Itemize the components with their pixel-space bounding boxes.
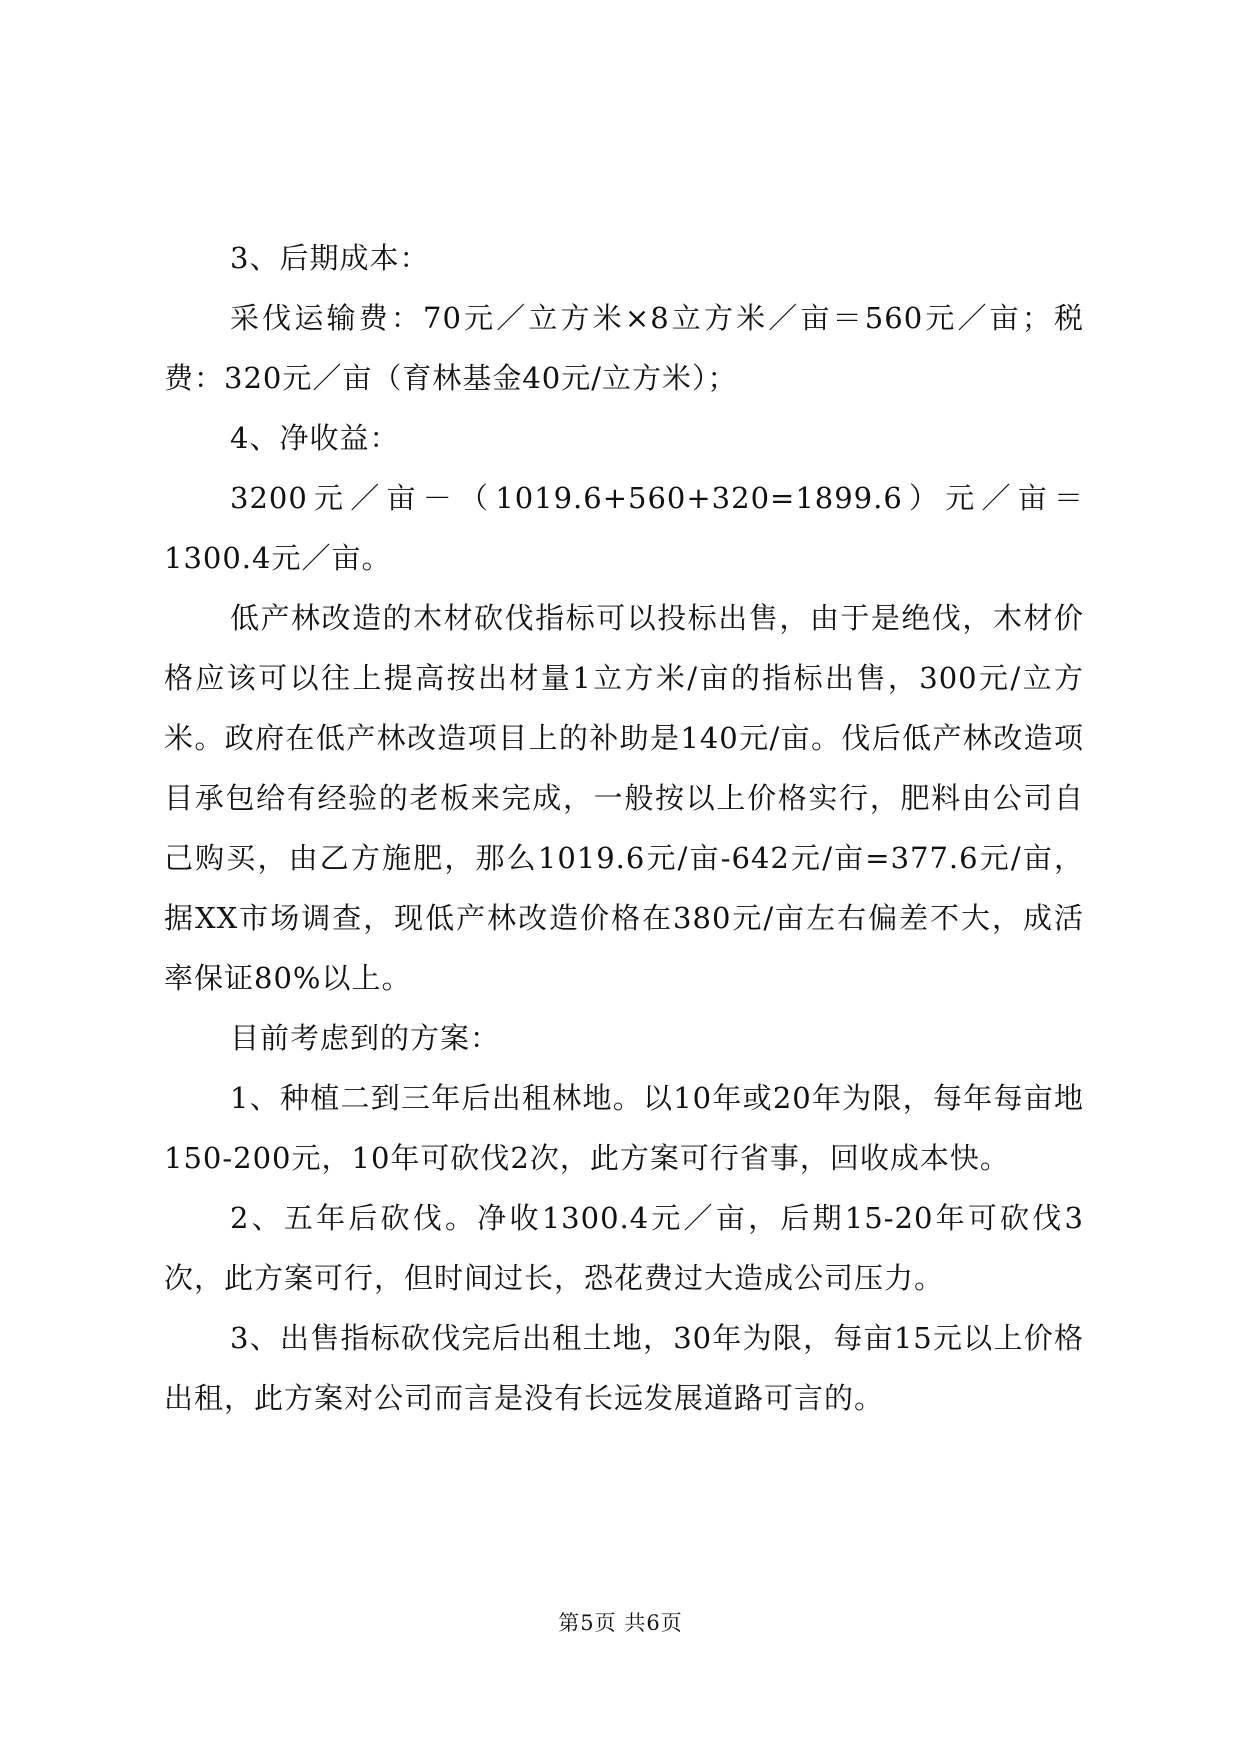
plan-item-2: 2、五年后砍伐。净收1300.4元／亩，后期15-20年可砍伐3次，此方案可行，但时间过长，恐花费过大造成公司压力。 bbox=[164, 1201, 1084, 1295]
plan-item-3: 3、出售指标砍伐完后出租土地，30年为限，每亩15元以上价格出租，此方案对公司而言是没有长远发展道路可言的。 bbox=[164, 1321, 1084, 1415]
paragraph-low-yield-forest: 低产林改造的木材砍伐指标可以投标出售，由于是绝伐，木材价格应该可以往上提高按出材量1立方米/亩的指标出售，300元/立方米。政府在低产林改造项目上的补助是140元/亩。伐后低产林改造项目承包给有经验的老板来完成，一般按以上价格实行，肥料由公司自己购买，由乙方施肥，那么1019.6元/亩-642元/亩=377.6元/亩，据XX市场调查，现低产林改造价格在380元/亩左右偏差不大，成活率保证80%以上。 bbox=[164, 601, 1084, 995]
section-heading-plans: 目前考虑到的方案： bbox=[230, 1021, 501, 1055]
page-footer: 第5页 共6页 bbox=[558, 1611, 683, 1635]
document-body bbox=[164, 228, 1084, 1428]
paragraph-net-income-calculation: 3200元／亩－（1019.6+560+320=1899.6）元／亩＝1300.4元／亩。 bbox=[164, 481, 1084, 575]
section-heading-net-income: 4、净收益： bbox=[230, 421, 400, 455]
plan-item-1: 1、种植二到三年后出租林地。以10年或20年为限，每年每亩地150-200元，10年可砍伐2次，此方案可行省事，回收成本快。 bbox=[164, 1081, 1084, 1175]
paragraph-transport-and-tax: 采伐运输费：70元／立方米×8立方米／亩＝560元／亩；税费：320元／亩（育林基金40元/立方米）； bbox=[164, 301, 1084, 395]
section-heading-later-costs: 3、后期成本： bbox=[230, 241, 430, 275]
